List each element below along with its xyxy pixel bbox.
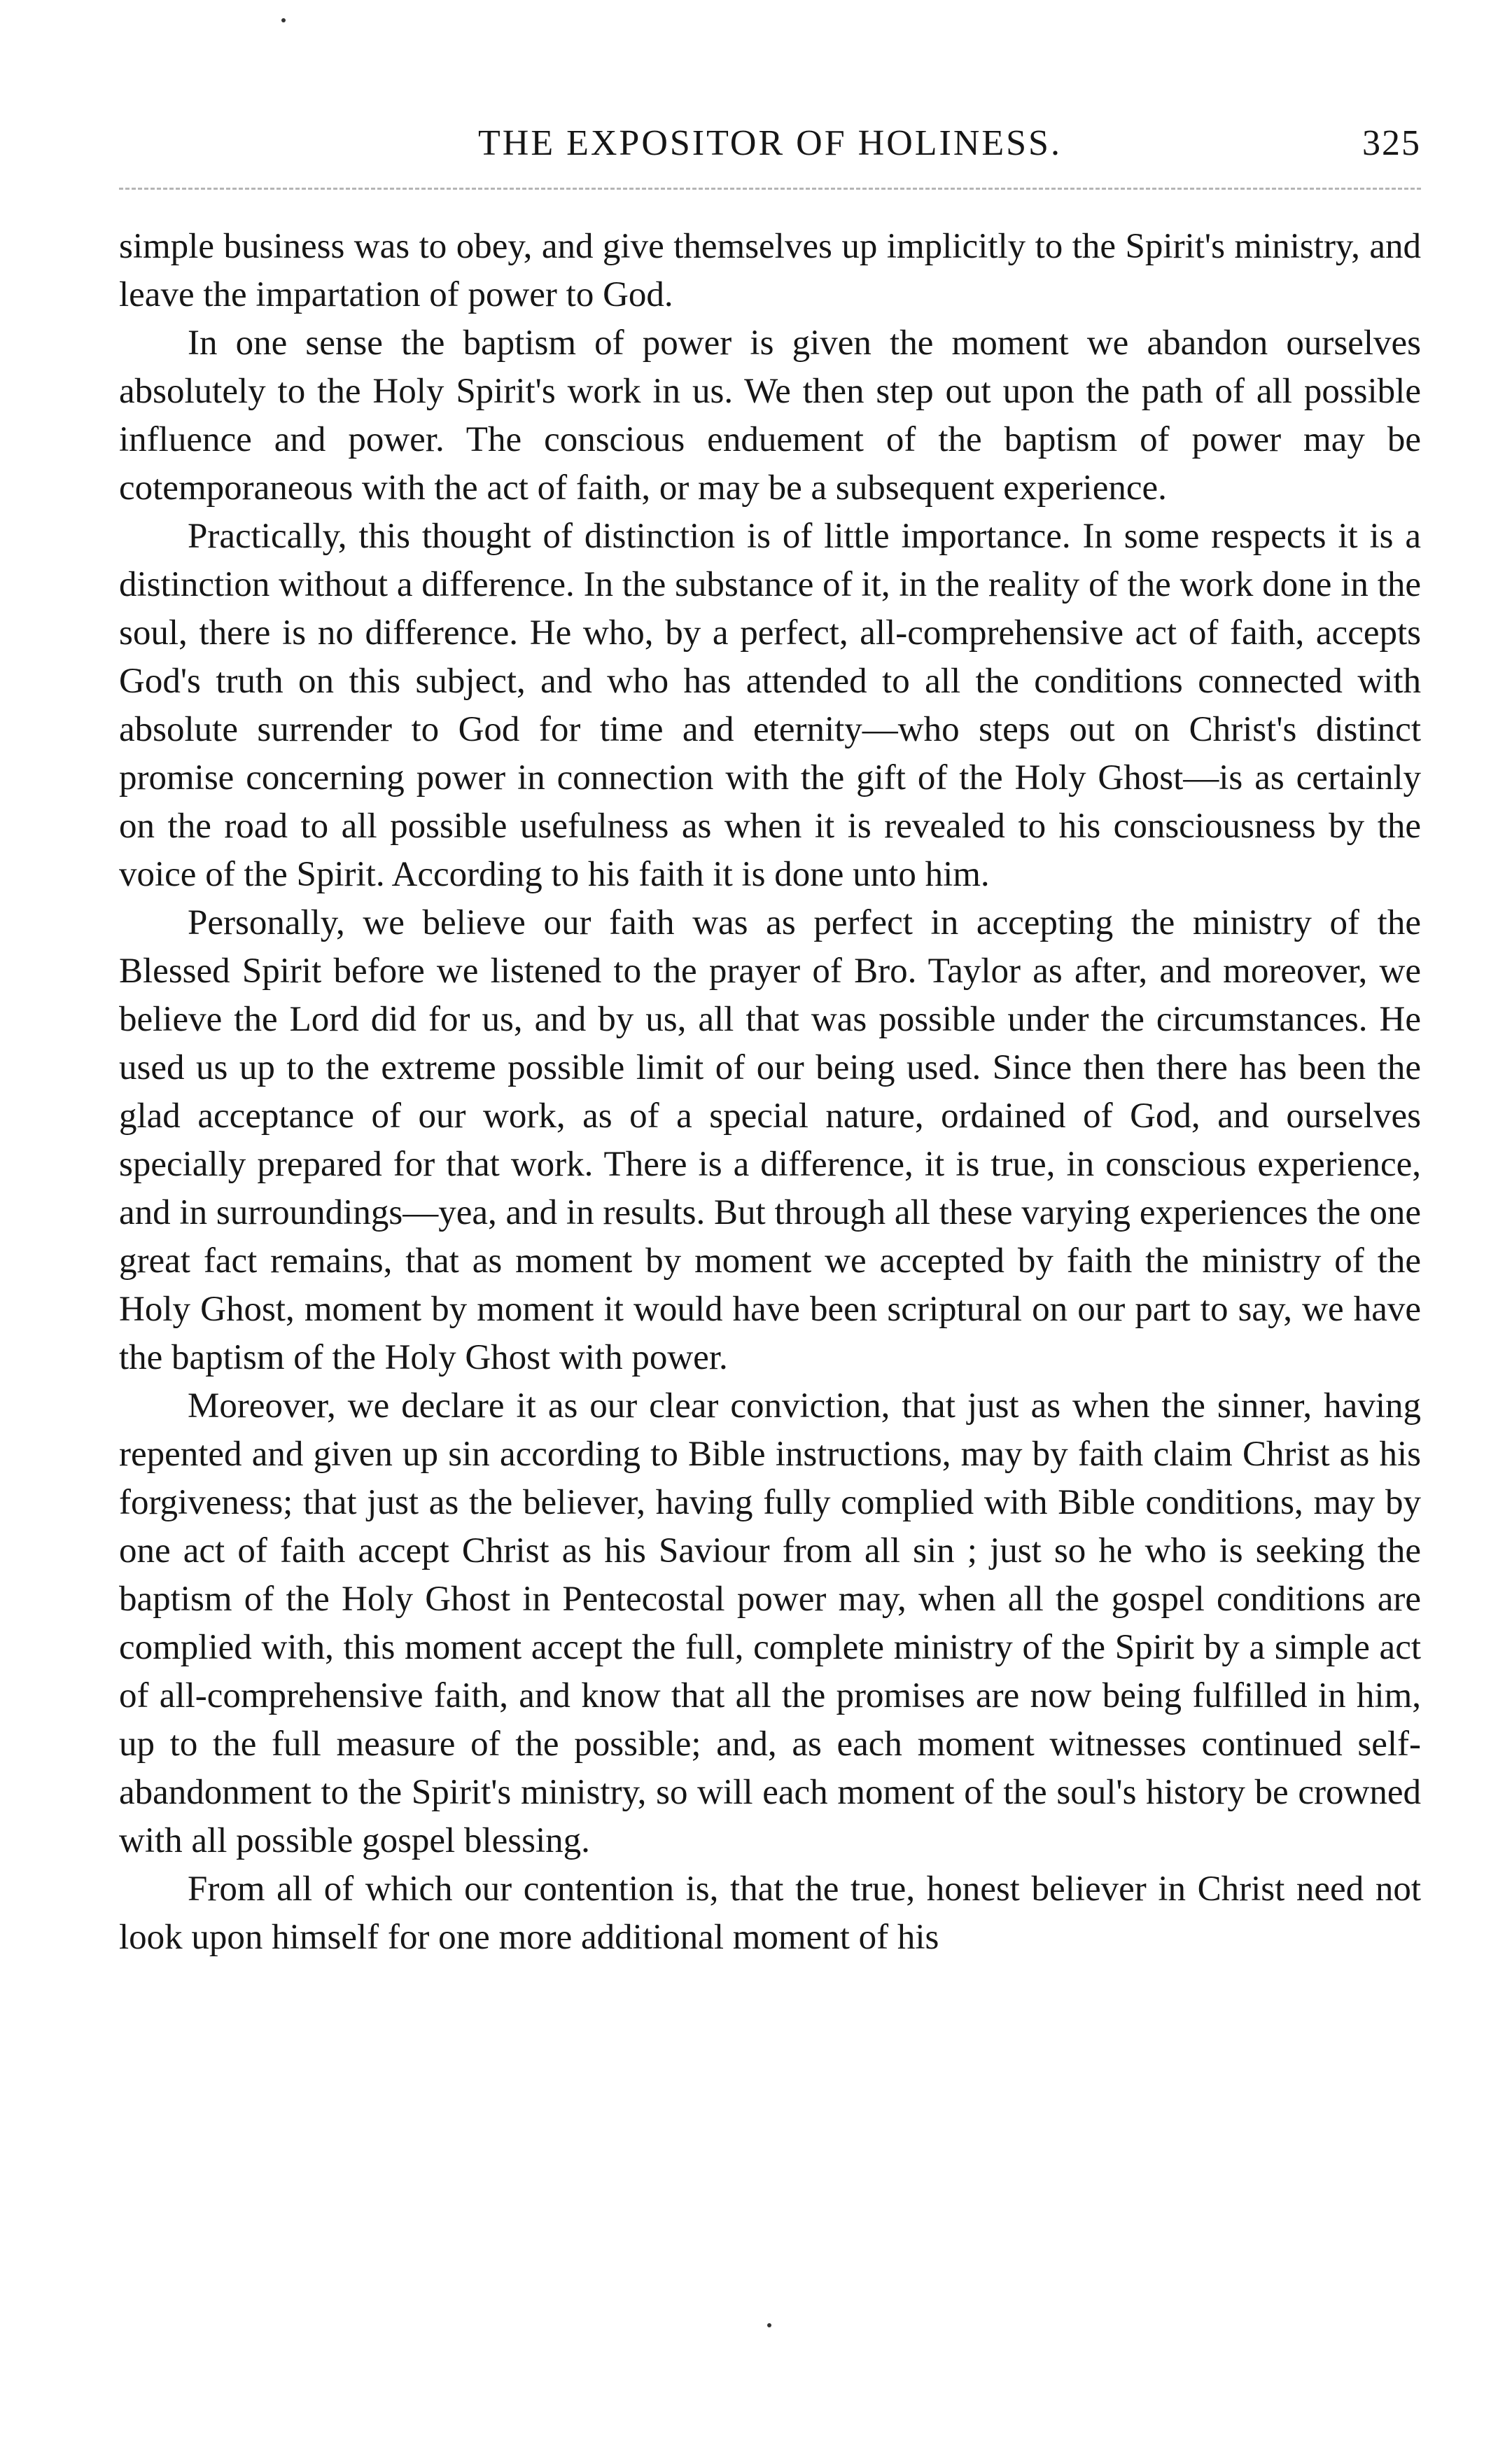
bottom-ink-speck [767, 2323, 771, 2327]
page-header [119, 119, 1421, 168]
paragraph-baptism-of-power: In one sense the baptism of power is given the moment we abandon ourselves absolutely to the Holy Spirit's work in us. We then step out upon the path of all possible influence and power. The conscious enduement of the baptism of power may be cotemporaneous with the act of faith, or may be a subsequent experience. [119, 323, 1421, 508]
top-ink-speck [281, 18, 286, 22]
header-rule [119, 188, 1421, 190]
page-number: 325 [1362, 123, 1421, 163]
paragraph-distinction: Practically, this thought of distinction is of little importance. In some respects it is a distinction without a difference. In the substance of it, in the reality of the work done in the soul, there is no difference. He who, by a perfect, all-comprehensive act of faith, accepts God's truth on this subject, and who has attended to all the conditions connected with absolute surrender to God for time and eternity—who steps out on Christ's distinct promise concerning power in connection with the gift of the Holy Ghost—is as certainly on the road to all possible usefulness as when it is revealed to his consciousness by the voice of the Spirit. According to his faith it is done unto him. [119, 517, 1421, 894]
running-title: THE EXPOSITOR OF HOLINESS. [478, 123, 1062, 163]
paragraph-conviction: Moreover, we declare it as our clear conviction, that just as when the sinner, having repented and given up sin according to Bible instructions, may by faith claim Christ as his forgiveness; that just as the believer, having fully complied with Bible conditions, may by one act of faith accept Christ as his Saviour from all sin ; just so he who is seeking the baptism of the Holy Ghost in Pentecostal power may, when all the gospel conditions are complied with, this moment accept the full, complete ministry of the Spirit by a simple act of all-comprehensive faith, and know that all the promises are now being fulfilled in him, up to the full measure of the possible; and, as each moment witnesses continued self-abandonment to the Spirit's ministry, so will each moment of the soul's history be crowned with all possible gospel blessing. [119, 1386, 1421, 1860]
paragraph-contention: From all of which our contention is, that the true, honest believer in Christ need not look upon himself for one more additional moment of his [119, 1869, 1421, 1957]
body-text [119, 223, 1421, 1962]
paragraph-personal-experience: Personally, we believe our faith was as perfect in accepting the ministry of the Blessed Spirit before we listened to the prayer of Bro. Taylor as after, and moreover, we believe the Lord did for us, and by us, all that was possible under the circumstances. He used us up to the extreme possible limit of our being used. Since then there has been the glad acceptance of our work, as of a special nature, ordained of God, and ourselves specially prepared for that work. There is a difference, it is true, in conscious experience, and in surroundings—yea, and in results. But through all these varying experiences the one great fact remains, that as moment by moment we accepted by faith the ministry of the Holy Ghost, moment by moment it would have been scriptural on our part to say, we have the baptism of the Holy Ghost with power. [119, 903, 1421, 1377]
paragraph-continued: simple business was to obey, and give themselves up implicitly to the Spirit's ministry, and leave the impartation of power to God. [119, 227, 1421, 314]
